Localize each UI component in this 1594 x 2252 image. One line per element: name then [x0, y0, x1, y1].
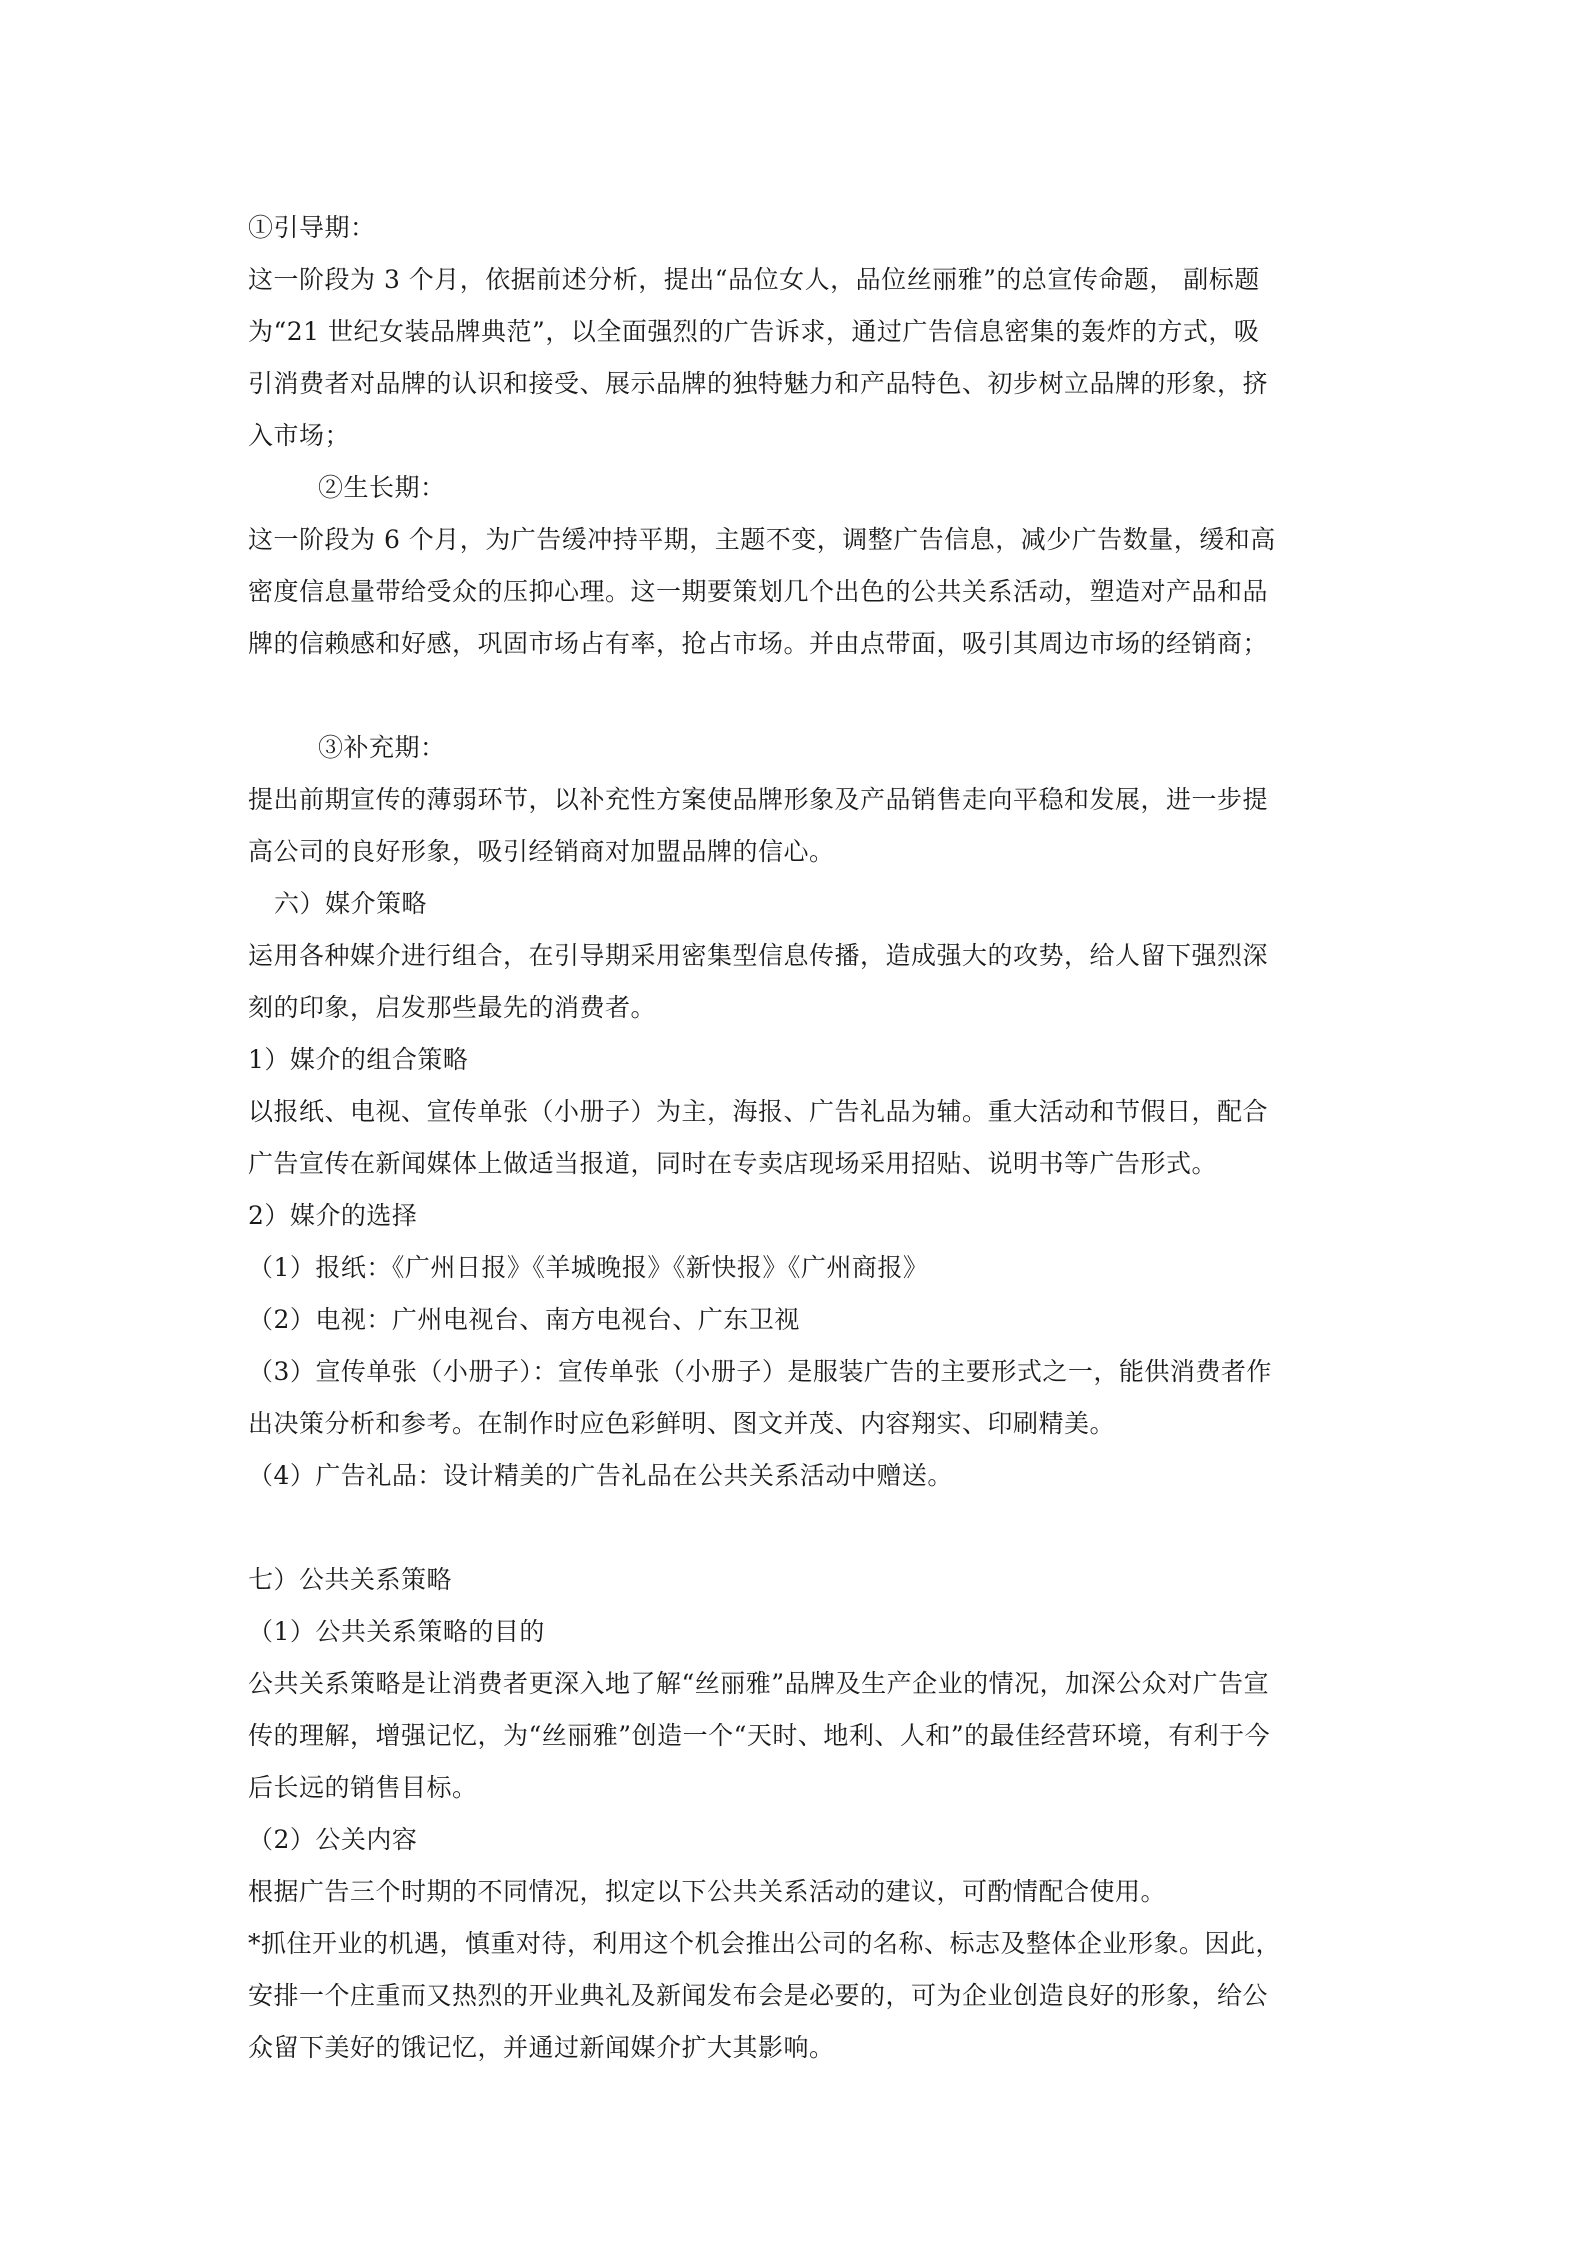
- paragraph-line: 这一阶段为 3 个月，依据前述分析，提出“品位女人，品位丝丽雅”的总宣传命题， 副标题: [248, 265, 1260, 294]
- subheading-pr-content: （2）公关内容: [248, 1825, 418, 1854]
- subheading-growth-period: ②生长期：: [318, 473, 446, 502]
- spacer: [248, 1502, 1358, 1554]
- paragraph-line: 后长远的销售目标。: [248, 1773, 478, 1802]
- list-item: （2）电视：广州电视台、南方电视台、广东卫视: [248, 1305, 800, 1334]
- paragraph-line: 密度信息量带给受众的压抑心理。这一期要策划几个出色的公共关系活动，塑造对产品和品: [248, 577, 1269, 606]
- paragraph-line: 众留下美好的饿记忆，并通过新闻媒介扩大其影响。: [248, 2033, 835, 2062]
- paragraph-line: 引消费者对品牌的认识和接受、展示品牌的独特魅力和产品特色、初步树立品牌的形象，挤: [248, 369, 1269, 398]
- paragraph-line: 刻的印象，启发那些最先的消费者。: [248, 993, 657, 1022]
- section-heading-public-relations: 七）公共关系策略: [248, 1565, 453, 1594]
- subheading-media-selection: 2）媒介的选择: [248, 1201, 418, 1230]
- spacer: [248, 670, 1358, 722]
- paragraph-line: 以报纸、电视、宣传单张（小册子）为主，海报、广告礼品为辅。重大活动和节假日，配合: [248, 1097, 1269, 1126]
- subheading-supplement-period: ③补充期：: [318, 733, 446, 762]
- paragraph-line: 入市场；: [248, 421, 351, 450]
- subheading-media-combination: 1）媒介的组合策略: [248, 1045, 469, 1074]
- paragraph-line: *抓住开业的机遇，慎重对待，利用这个机会推出公司的名称、标志及整体企业形象。因此，: [248, 1929, 1282, 1958]
- paragraph-line: 为“21 世纪女装品牌典范”，以全面强烈的广告诉求，通过广告信息密集的轰炸的方式，吸: [248, 317, 1260, 346]
- paragraph-line: 提出前期宣传的薄弱环节，以补充性方案使品牌形象及产品销售走向平稳和发展，进一步提: [248, 785, 1269, 814]
- document-body: [248, 202, 1358, 2074]
- list-item: （3）宣传单张（小册子）：宣传单张（小册子）是服装广告的主要形式之一，能供消费者作: [248, 1357, 1272, 1386]
- paragraph-line: 根据广告三个时期的不同情况，拟定以下公共关系活动的建议，可酌情配合使用。: [248, 1877, 1167, 1906]
- paragraph-line: 广告宣传在新闻媒体上做适当报道，同时在专卖店现场采用招贴、说明书等广告形式。: [248, 1149, 1218, 1178]
- paragraph-line: 这一阶段为 6 个月，为广告缓冲持平期，主题不变，调整广告信息，减少广告数量，缓和高: [248, 525, 1276, 554]
- paragraph-line: 出决策分析和参考。在制作时应色彩鲜明、图文并茂、内容翔实、印刷精美。: [248, 1409, 1116, 1438]
- paragraph-line: 公共关系策略是让消费者更深入地了解“丝丽雅”品牌及生产企业的情况，加深公众对广告宣: [248, 1669, 1270, 1698]
- paragraph-line: 牌的信赖感和好感，巩固市场占有率，抢占市场。并由点带面，吸引其周边市场的经销商；: [248, 629, 1269, 658]
- paragraph-line: 安排一个庄重而又热烈的开业典礼及新闻发布会是必要的，可为企业创造良好的形象，给公: [248, 1981, 1269, 2010]
- paragraph-line: 高公司的良好形象，吸引经销商对加盟品牌的信心。: [248, 837, 835, 866]
- list-item: （4）广告礼品：设计精美的广告礼品在公共关系活动中赠送。: [248, 1461, 953, 1490]
- section-heading-media-strategy: 六）媒介策略: [274, 889, 428, 918]
- paragraph-line: 传的理解，增强记忆，为“丝丽雅”创造一个“天时、地利、人和”的最佳经营环境，有利于今: [248, 1721, 1271, 1750]
- paragraph-line: 运用各种媒介进行组合，在引导期采用密集型信息传播，造成强大的攻势，给人留下强烈深: [248, 941, 1269, 970]
- subheading-guide-period: ①引导期：: [248, 213, 376, 242]
- subheading-pr-purpose: （1）公共关系策略的目的: [248, 1617, 545, 1646]
- list-item: （1）报纸：《广州日报》《羊城晚报》《新快报》《广州商报》: [248, 1253, 929, 1282]
